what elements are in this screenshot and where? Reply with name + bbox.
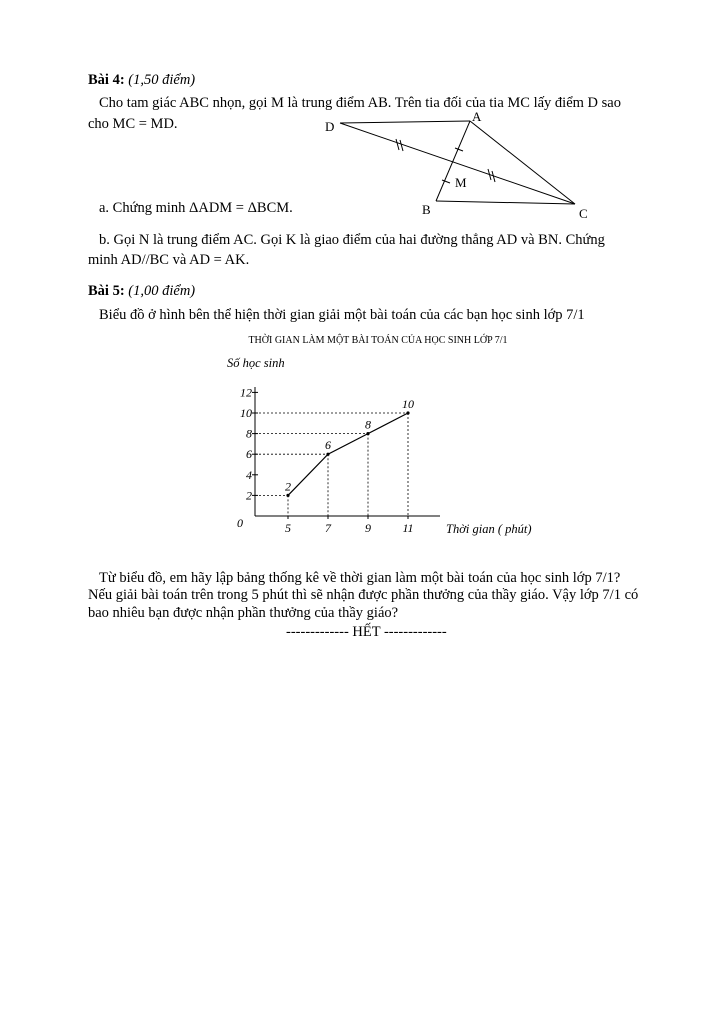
problem-5-question-line-3: bao nhiêu bạn được nhận phần thưởng của thầy giáo? — [88, 605, 399, 621]
y-tick-label: 2 — [246, 488, 252, 503]
chart-y-label: Số học sinh — [227, 356, 285, 370]
y-tick-label: 12 — [240, 385, 252, 400]
problem-4-points: (1,50 điểm) — [128, 72, 196, 88]
label-a: A — [472, 109, 482, 124]
x-tick-label: 7 — [325, 521, 331, 535]
chart-x-label: Thời gian ( phút) — [446, 522, 532, 536]
x-tick-label: 5 — [285, 521, 291, 535]
data-label: 6 — [325, 438, 331, 453]
data-point — [366, 432, 369, 435]
problem-5-question-line-2: Nếu giải bài toán trên trong 5 phút thì sẽ nhận được phần thưởng của thầy giáo. Vậy lớp 7/1 có — [88, 587, 639, 603]
label-b: B — [422, 202, 431, 217]
chart-origin-label: 0 — [237, 516, 243, 530]
data-label: 2 — [285, 479, 291, 494]
data-point — [406, 411, 409, 414]
x-tick-label: 11 — [402, 521, 414, 535]
y-tick-label: 6 — [246, 447, 252, 462]
data-label: 8 — [365, 417, 371, 432]
problem-4-part-a: a. Chứng minh ΔADM = ΔBCM. — [99, 200, 293, 216]
y-tick-label: 8 — [246, 426, 252, 441]
problem-4-intro-line-1: Cho tam giác ABC nhọn, gọi M là trung điểm AB. Trên tia đối của tia MC lấy điểm D sao — [99, 95, 621, 111]
problem-5-points: (1,00 điểm) — [128, 283, 196, 299]
label-m: M — [455, 175, 467, 190]
end-marker: ------------- HẾT ------------- — [286, 624, 447, 640]
data-point — [286, 494, 289, 497]
problem-4-part-b-line-1: b. Gọi N là trung điểm AC. Gọi K là giao điểm của hai đường thẳng AD và BN. Chứng — [99, 232, 605, 248]
problem-4-heading: Bài 4: — [88, 72, 125, 88]
problem-5-question-line-1: Từ biểu đồ, em hãy lập bảng thống kê về thời gian làm một bài toán của học sinh lớp 7/1? — [99, 570, 621, 586]
problem-4-part-b-line-2: minh AD//BC và AD = AK. — [88, 252, 250, 268]
data-point — [326, 453, 329, 456]
chart-title: THỜI GIAN LÀM MỘT BÀI TOÁN CỦA HỌC SINH LỚP 7/1 — [248, 335, 508, 346]
y-tick-label: 10 — [240, 406, 252, 420]
problem-5-intro: Biểu đồ ở hình bên thể hiện thời gian giải một bài toán của các bạn học sinh lớp 7/1 — [99, 307, 585, 323]
y-tick-label: 4 — [246, 467, 252, 482]
label-c: C — [579, 206, 588, 221]
x-tick-label: 9 — [365, 521, 371, 535]
label-d: D — [325, 119, 335, 134]
data-label: 10 — [402, 397, 414, 411]
problem-4-intro-line-2: cho MC = MD. — [88, 116, 178, 132]
series-line — [288, 413, 408, 495]
problem-5-heading: Bài 5: — [88, 283, 125, 299]
